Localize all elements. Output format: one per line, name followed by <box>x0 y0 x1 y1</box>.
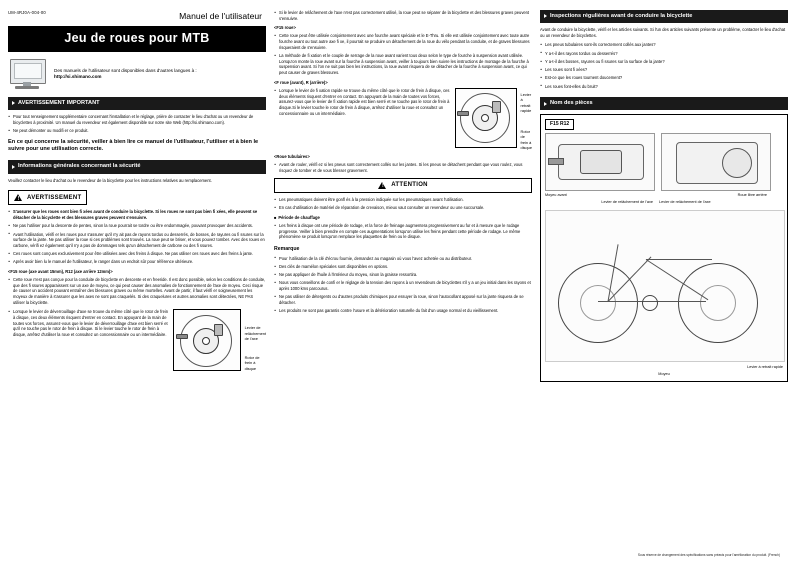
section-bar-parts <box>540 97 788 110</box>
attention-badge <box>274 178 532 193</box>
list-item: • Avant l'utilisation, vérifi er les roues pour s'assurer qu'il n'y ait pas de rayons tordus ou desserrés, de bosses, de rayures ou fi ssures sur la surface de la jante. Ne pas utiliser la roue si ces problèmes sont trouvés. La roue peut se briser, et vous pouvez tomber. Avec des roues en carbone, vérifi ez également qu'il n'y a pas de dommages tels qu'un détachement de carbone ou des fi ssures. <box>8 232 266 249</box>
front-hub-figure <box>545 133 655 191</box>
column-left <box>8 10 266 559</box>
triangle-bullet-icon <box>544 14 547 18</box>
parts-figure-panel <box>540 114 788 382</box>
figure-captions-1 <box>245 309 266 371</box>
disc-brake-diagram-2 <box>455 88 517 148</box>
product-title: Jeu de roues pour MTB <box>8 26 266 52</box>
list-item: • La méthode de fi xation et le couple de serrage de la roue avant varient tous deux selon le type de fourche à suspension avant utilisée. Lorsqu'on monte la roue avant sur la fourche à suspension avant, veiller à toujours bien suivre les instructions de montage de la fourche à suspension avant. Si l'on ne suit pas bien les instructions, la roue avant risquera de se détacher de la fourche à suspension avant, ce qui peut causer de graves blessures. <box>274 53 532 76</box>
heating-list <box>274 223 532 240</box>
languages-text-wrap <box>54 68 197 82</box>
list-item: • Lorsque le levier de déverrouillage d'axe se trouve du même côté que le rotor de frein à disque, ces deux éléments risquent d'entrer en contact. En appuyant de la main de toutes vos forces, assurez-vous que le levier de déverrouillage d'axe est bien serré et qu'il ne touche pas le rotor de frein à disque. Si le levier touche le rotor de frein à disque, arrêtez d'utiliser la roue et consultez un concessionnaire ou un intermédiaire. <box>8 309 169 337</box>
caption-rotor: Rotor de frein à disque <box>520 129 532 150</box>
section-bar-general <box>8 160 266 173</box>
section-bar-parts-label: Nom des pièces <box>550 99 593 106</box>
list-item: • Ne pas appliquer de l'huile à l'intérieur du moyeu, sinon la graisse ressortira. <box>274 272 532 278</box>
triangle-bullet-icon <box>12 165 15 169</box>
caption-quick-lever: Levier à retrait rapide <box>747 364 783 369</box>
list-item: • Ne peut démonter ou modifi er ce produit. <box>8 128 266 134</box>
triangle-bullet-icon <box>544 102 547 106</box>
list-item: • Nous vous conseillons de confi er le réglage de la tension des rayons à un revendeurs de bicyclettes s'il y a un jeu initial dans les rayons et après 1000 kms parcourus. <box>274 280 532 291</box>
list-item: • Les produits ne sont pas garantis contre l'usure et la détérioration naturelle du fait d'un usage normal et du vieillissement. <box>274 308 532 314</box>
model-badge: F15 R12 <box>545 119 574 130</box>
figure-disc-lever-2 <box>274 88 532 150</box>
list-item: • Avant de rouler, vérifi ez si les pneus sont correctement collés sur les jantes. Si les pneus se détachent pendant que vous roulez, vous risquez de tomber et de vous blesser gravement. <box>274 162 532 173</box>
general-intro: Veuillez contacter le lieu d'achat ou le revendeur de la bicyclette pour les instructions relatives au remplacement. <box>8 177 212 183</box>
column-right <box>540 10 788 559</box>
section-bar-important-label: AVERTISSEMENT IMPORTANT <box>18 99 100 106</box>
list-item: • Des clés de mamélon spéciales sont disponibles en options. <box>274 264 532 270</box>
warning-badge <box>8 190 87 205</box>
disc-brake-diagram <box>173 309 241 371</box>
important-list <box>8 114 266 134</box>
list-item: • Pour tout renseignement supplémentaire concernant l'installation et le réglage, prière de contacter le lieu d'achat ou un revendeur de bicyclettes à proximité. Un manuel du revendeur est également disponible sur notre site Web (http://si.shimano.com). <box>8 114 266 125</box>
list-item: • Ne pas utiliser de détergents ou d'autres produits chimiques pour essuyer la roue, sinon l'autocollant apposé sur la jante risquera de se détacher. <box>274 294 532 305</box>
list-item: • S'assurer que les roues sont bien fi xées avant de conduire la bicyclette. Si les roues ne sont pas bien fi xées, elle peuvent se détacher de la bicyclette et des blessures graves peuvent s'ensuivre. <box>8 209 266 220</box>
hub-figures-row <box>545 133 783 191</box>
list-item: • Y a-t-il des bosses, rayures ou fi ssures sur la surface de la jante? <box>540 59 788 65</box>
list-item: • Est-ce que les roues tournent doucement? <box>540 75 788 81</box>
front-rotor-shape <box>580 285 616 321</box>
warning-triangle-icon: ! <box>378 181 387 189</box>
warning-triangle-icon: ! <box>14 194 23 202</box>
front-rear-list <box>274 88 451 119</box>
list-item: • Les roues sont fi xées? <box>540 67 788 73</box>
section-bar-inspections <box>540 10 788 23</box>
inspections-intro: Avant de conduire la bicyclette, vérifi er les articles suivants. Si l'un des articles suivants présente un problème, contacter le lieu d'achat ou un revendeur de bicyclettes. <box>540 27 786 38</box>
caption-lever-right: Levier de relâchement de l'axe <box>659 200 711 205</box>
list-item: • Pour l'utilisation de la clé d'écrou fournie, demandez au magasin où vous l'avez achetée ou au distributeur. <box>274 256 532 262</box>
figure-disc-lever-1 <box>8 309 266 371</box>
lever-captions <box>545 200 783 205</box>
caption-hub: Moyeu <box>658 371 670 376</box>
subhead-front-rear: <F roue (avant), R (arrière)> <box>274 79 328 85</box>
section-bar-important <box>8 97 266 110</box>
caption-lever-left: Levier de relâchement de l'axe <box>601 200 653 205</box>
bicycle-diagram <box>545 210 785 362</box>
hub-figure-captions <box>545 193 783 198</box>
column-middle <box>274 10 532 559</box>
warning-label: AVERTISSEMENT <box>27 194 82 201</box>
list-item: • Les pneumatiques doivent être gonfl és à la pression indiquée sur les pneumatiques avant l'utilisation. <box>274 197 532 203</box>
list-item: • Si le levier de relâchement de l'axe n'est pas correctement utilisé, la roue peut se séparer de la bicyclette et des blessures graves peuvent s'ensuivre. <box>274 10 532 21</box>
list-item: • Ne pas l'utiliser pour la descente de pentes, sinon la roue pourrait se tordre ou être endommagée, pouvant provoquer des accidents. <box>8 223 266 229</box>
list-item: • Lorsque le levier de fi xation rapide se trouve du même côté que le rotor de frein à disque, ces deux éléments risquent d'entrer en contact. En appuyant de la main de toutes vos forces, assurez-vous que le levier de fi xation rapide est bien serré et ne touche pas le rotor de frein à disque.Si le levier touche le rotor de frein à disque, arrêtez d'utiliser la roue et consultez un concessionnaire ou un intermédiaire. <box>274 88 451 116</box>
list-item: • Les roues font-elles du bruit? <box>540 84 788 90</box>
list-item: • Ces roues sont conçues exclusivement pour être utilisées avec des freins à disque. Ne pas utiliser ces roues avec des freins à jante. <box>8 251 266 257</box>
heating-period-head: ■ Période de chauffage <box>274 215 532 221</box>
list-item: • Cette roue peut être utilisée conjointement avec une fourche avant spéciale et le E-Thru. Si elle est utilisée conjointement avec toute autre fourche avant ou tout autre axe fi xe, il pourrait se produire un détachement de la roue du vélo pendant la conduite, et de graves blessures risqueraient de s'ensuivre. <box>274 33 532 50</box>
monitor-icon <box>8 59 48 90</box>
three-column-layout <box>8 10 794 559</box>
languages-block <box>8 59 266 90</box>
list-item: • En cas d'utilisation de matériel de réparation de crevaison, mieux vaut consulter un revendeur ou une succursale. <box>274 205 532 211</box>
manual-label: Manuel de l'utilisateur <box>179 10 262 21</box>
caption-lever: Levier de relâchement de l'axe <box>244 325 267 341</box>
triangle-bullet-icon <box>12 101 15 105</box>
section-bar-inspections-label: Inspections régulières avant de conduire la bicyclette <box>550 12 693 19</box>
subhead-f15: <F15 roue> <box>274 25 296 31</box>
inspections-list <box>540 42 788 89</box>
f15-r12-list-2 <box>8 309 169 340</box>
languages-text: Des manuels de l'utilisateur sont disponibles dans d'autres langues à : <box>54 67 197 73</box>
rear-wheel-figure <box>661 133 771 191</box>
caption-rotor: Rotor de frein à disque <box>244 355 260 371</box>
footer-note: Sous réserve de changement des spécifications sans préavis pour l'amélioration du produit. (French) <box>637 552 780 557</box>
list-item: • Y a-t-il des rayons tordus ou desserrés? <box>540 51 788 57</box>
list-item: • Après avoir bien lu le manuel de l'utilisateur, le ranger dans un endroit sûr pour référence ultérieure. <box>8 259 266 265</box>
caption-front-hub: Moyeu avant <box>545 193 567 198</box>
figure-captions-2 <box>521 88 532 150</box>
list-item: • Les freins à disque ont une période de rodage, et la force de freinage augmentera progressivement au fur et à mesure que le rodage progresse. Veiller à bien prendre en compte ces augmentations lorsqu'on utilise les freins pendant cette période de rodage. Le même phénomène se produit lorsqu'on remplace les plaquettes de frein ou le disque. <box>274 223 532 240</box>
safety-statement: En ce qui concerne la sécurité, veiller à bien lire ce manuel de l'utilisateur, l'utiliser et à bien le suivre pour une utilisation correcte. <box>8 138 259 153</box>
remark-list <box>274 256 532 314</box>
tubular-list <box>274 162 532 173</box>
list-item: • Les pneus tubulaires sont-ils correctement collés aux jantes? <box>540 42 788 48</box>
languages-url[interactable]: http://si.shimano.com <box>54 74 102 80</box>
attention-list <box>274 197 532 211</box>
f15-r12-list <box>8 277 266 305</box>
attention-label: ATTENTION <box>391 182 428 189</box>
document-number: UM-4RJ0A-004-00 <box>8 10 46 15</box>
caption-rear-wheel: Roue libre arrière <box>737 193 767 198</box>
subhead-tubular: <Roue tubulaires> <box>274 154 310 160</box>
bike-figure-captions <box>545 365 783 370</box>
caption-quick-lever: Levier à retrait rapide <box>520 92 532 113</box>
rear-rotor-shape <box>700 285 736 321</box>
list-item: • Cette roue n'est pas conçue pour la conduite de bicyclette en descente et en freeride. Il est donc possible, selon les conditions de conduite, que des fi ssures apparaissent sur un axe de moyeu, ce qui peut causer des anomalies de fonctionnement de l'axe de moyeu. Ceci risque de causer un accident pouvant entraîner des blessures graves ou même mortelles. Avant de partir, il faut vérifi er soigneusement les moyeux de manière à s'assurer que les axes ne sont pas craquelés. Si des craquelures et autres anomalies sont détectées, NE PAS utiliser la bicyclette. <box>8 277 266 305</box>
f15-list <box>274 33 532 75</box>
general-warning-list <box>8 209 266 265</box>
col2-top-list <box>274 10 532 21</box>
section-bar-general-label: Informations générales concernant la sécurité <box>18 163 141 169</box>
remark-head: Remarque <box>274 245 300 252</box>
subhead-f15-r12: <F15 roue (axe avant 15mm), R12 (axe arrière 12mm)> <box>8 268 113 274</box>
